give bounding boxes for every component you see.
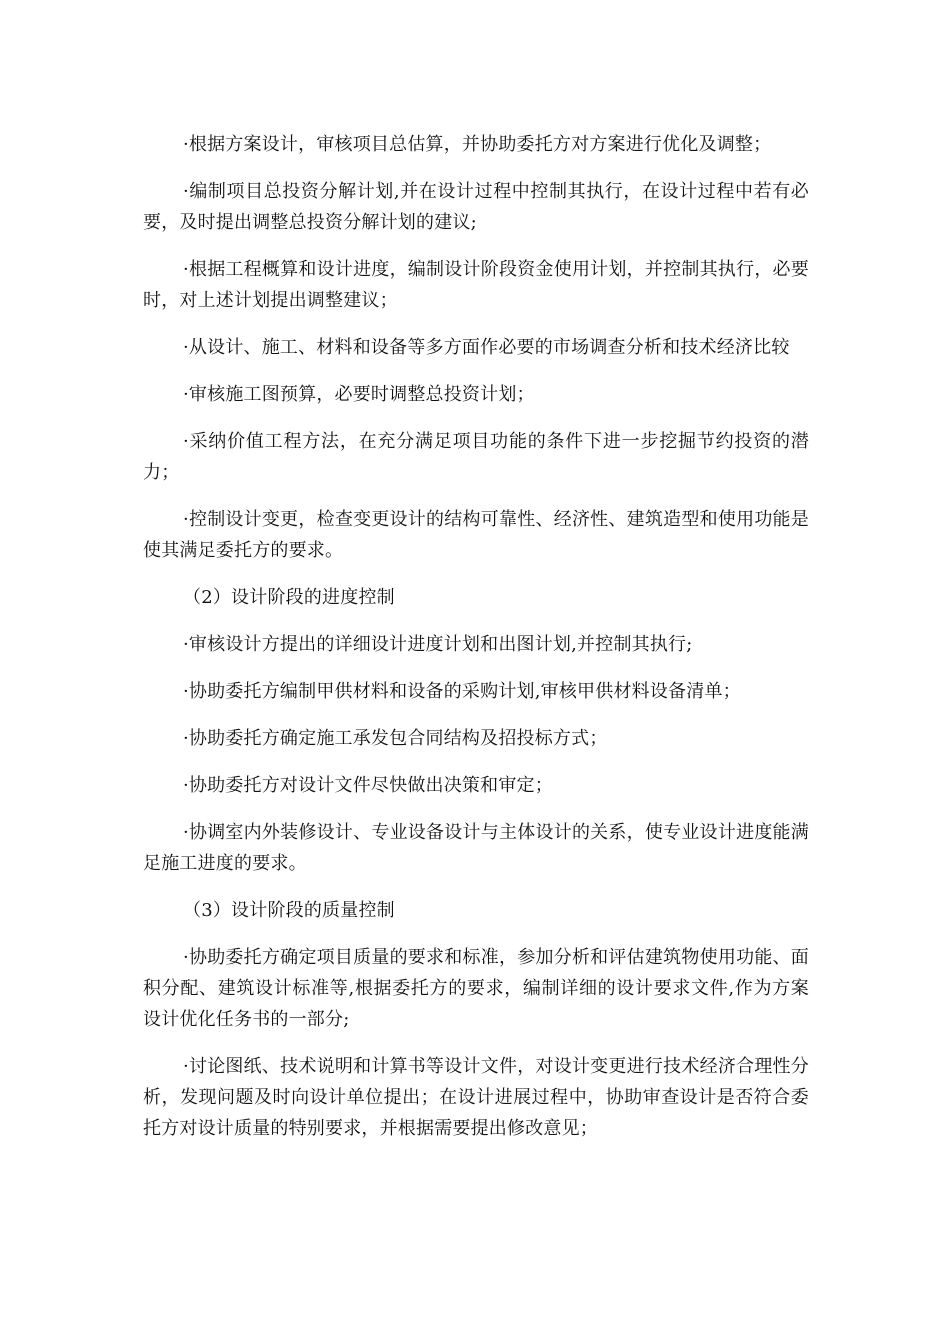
paragraph-drawing-budget: ·审核施工图预算，必要时调整总投资计划； [183, 384, 535, 405]
paragraph-design-document-review: ·讨论图纸、技术说明和计算书等设计文件，对设计变更进行技术经济合理性分析，发现问题及时向设计单位提出；在设计进展过程中，协助审查设计是否符合委托方对设计质量的特别要求，并根据需要提出修改意见； [143, 1056, 809, 1139]
paragraph-market-analysis: ·从设计、施工、材料和设备等多方面作必要的市场调查分析和技术经济比较 [183, 337, 790, 358]
paragraph-funding-plan: ·根据工程概算和设计进度，编制设计阶段资金使用计划，并控制其执行，必要时，对上述计划提出调整建议； [143, 259, 809, 311]
paragraph-contract-structure: ·协助委托方确定施工承发包合同结构及招投标方式； [183, 728, 608, 749]
paragraph-procurement-plan: ·协助委托方编制甲供材料和设备的采购计划,审核甲供材料设备清单； [183, 681, 741, 702]
paragraph-design-decisions: ·协助委托方对设计文件尽快做出决策和审定； [183, 775, 553, 796]
paragraph-value-engineering: ·采纳价值工程方法，在充分满足项目功能的条件下进一步挖掘节约投资的潜力； [143, 431, 809, 483]
document-body [143, 129, 809, 1160]
section-heading-schedule-control: （2）设计阶段的进度控制 [183, 587, 395, 608]
section-heading-quality-control: （3）设计阶段的质量控制 [183, 900, 395, 921]
paragraph-design-coordination: ·协调室内外装修设计、专业设备设计与主体设计的关系，使专业设计进度能满足施工进度的要求。 [143, 822, 809, 874]
paragraph-design-changes: ·控制设计变更，检查变更设计的结构可靠性、经济性、建筑造型和使用功能是使其满足委托方的要求。 [143, 509, 809, 561]
paragraph-quality-requirements: ·协助委托方确定项目质量的要求和标准，参加分析和评估建筑物使用功能、面积分配、建筑设计标准等,根据委托方的要求，编制详细的设计要求文件,作为方案设计优化任务书的一部分; [143, 947, 809, 1030]
paragraph-investment-plan: ·编制项目总投资分解计划,并在设计过程中控制其执行，在设计过程中若有必要，及时提出调整总投资分解计划的建议; [143, 181, 809, 233]
paragraph-budget-review: ·根据方案设计，审核项目总估算，并协助委托方对方案进行优化及调整； [183, 134, 772, 155]
paragraph-design-schedule: ·审核设计方提出的详细设计进度计划和出图计划,并控制其执行; [183, 634, 693, 655]
